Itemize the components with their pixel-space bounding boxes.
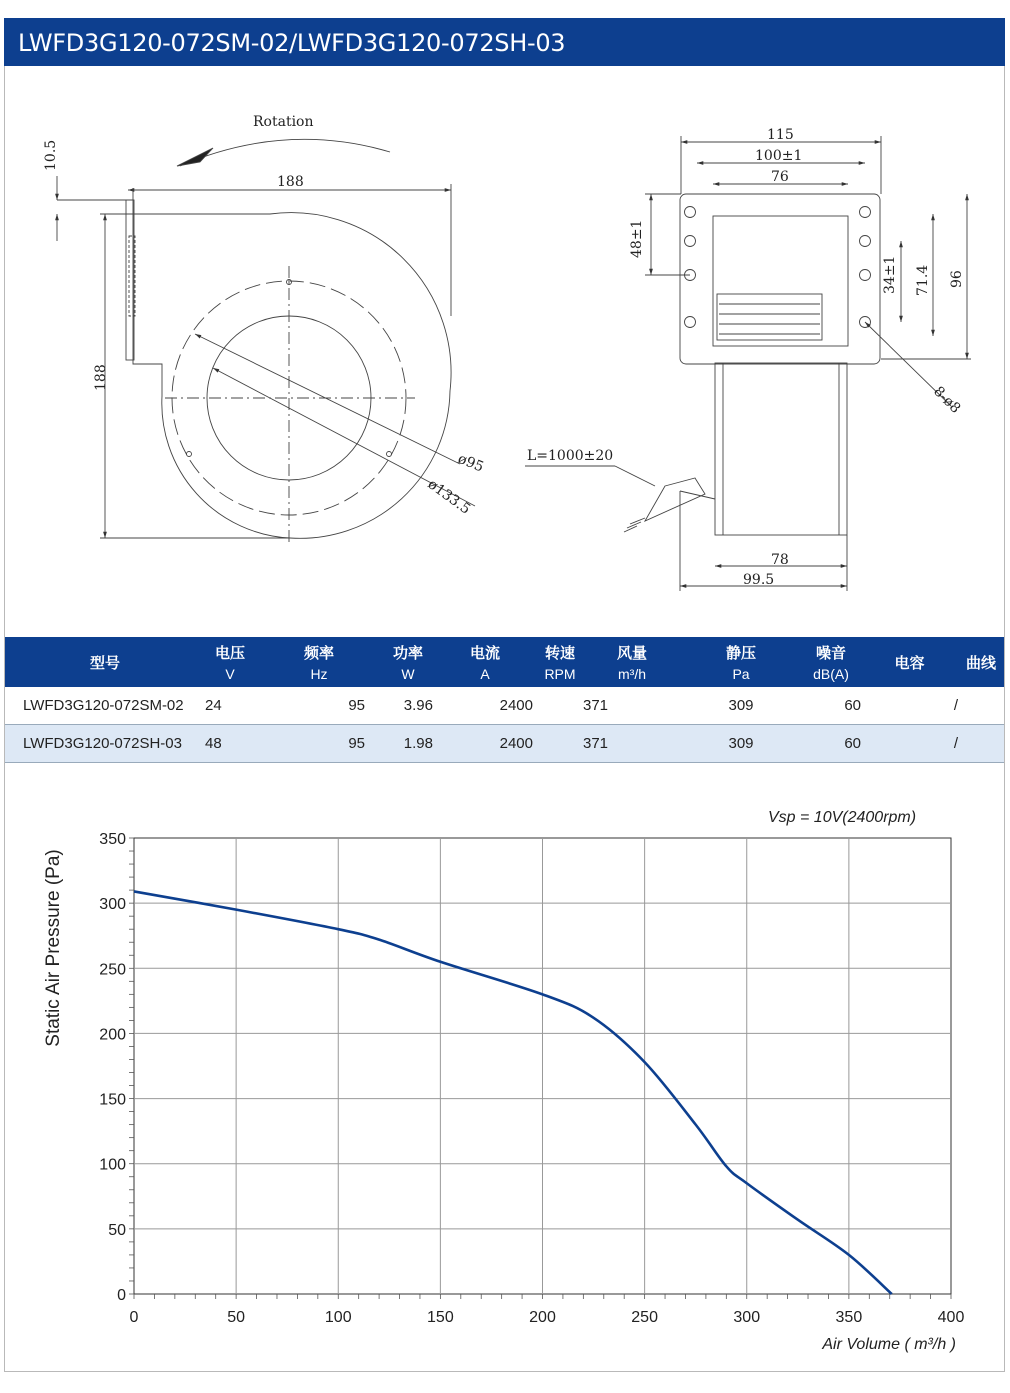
chart-annotation: Vsp = 10V(2400rpm) [768,809,917,826]
header-current: 电流 A [433,637,537,687]
dim-48: 48±1 [629,219,645,258]
header-noise: 噪音 dB(A) [801,637,861,687]
y-axis-label: Static Air Pressure (Pa) [43,849,64,1047]
header-frequency: 频率 Hz [255,637,383,687]
y-tick-label: 250 [99,961,126,979]
cell-model: LWFD3G120-072SM-02 [5,687,205,725]
dim-78: 78 [771,552,789,568]
page-title: LWFD3G120-072SM-02/LWFD3G120-072SH-03 [18,29,566,57]
cell-voltage: 48 [205,725,255,763]
dim-99-5: 99.5 [743,572,775,588]
x-tick-label: 250 [631,1309,658,1326]
cell-speed [537,725,583,763]
cell-voltage: 24 [205,687,255,725]
y-tick-label: 350 [99,831,126,848]
x-tick-label: 0 [129,1309,139,1326]
header-pressure: 静压 Pa [681,637,801,687]
y-tick-label: 300 [99,896,126,914]
x-tick-label: 100 [324,1309,352,1326]
dim-10-5: 10.5 [43,139,59,171]
cell-current: 2400 [433,725,537,763]
table-row [5,687,1004,725]
cell-power: 3.96 [383,687,433,725]
x-tick-label: 300 [733,1309,761,1326]
cell-pressure: 309 [681,687,801,725]
x-tick-label: 150 [427,1309,454,1326]
cell-speed [537,687,583,725]
y-tick-label: 50 [108,1221,126,1239]
cell-airflow: 371 [583,687,681,725]
dim-188-top: 188 [277,174,304,190]
rotation-label: Rotation [253,114,314,130]
title-bar [4,18,1005,66]
technical-drawing [5,66,1004,636]
x-tick-label: 350 [835,1309,863,1326]
cell-model: LWFD3G120-072SH-03 [5,725,205,763]
cell-frequency: 95 [255,687,383,725]
cell-capacitor: / [861,687,958,725]
header-capacitor: 电容 [861,637,958,687]
cell-frequency: 95 [255,725,383,763]
dim-34: 34±1 [882,255,898,294]
cell-noise: 60 [801,687,861,725]
y-tick-label: 200 [99,1026,126,1044]
x-tick-label: 400 [937,1309,965,1326]
x-tick-label: 50 [227,1309,246,1326]
header-curve: 曲线 [958,637,1004,687]
cell-current: 2400 [433,687,537,725]
dim-71-4: 71.4 [915,264,931,296]
chart-ticks [99,831,964,1326]
dim-115: 115 [767,127,794,143]
header-airflow: 风量 m³/h [583,637,681,687]
y-tick-label: 0 [117,1287,126,1304]
x-tick-label: 200 [529,1309,556,1326]
spec-table [5,637,1004,763]
cell-curve [958,687,1004,725]
table-row [5,725,1004,763]
dim-cable: L=1000±20 [527,448,614,464]
spec-header-row [5,637,1004,687]
dim-133-5: ø133.5 [424,476,474,518]
header-voltage: 电压 V [205,637,255,687]
dim-76: 76 [771,169,789,185]
y-tick-label: 100 [99,1156,126,1174]
header-model: 型号 [5,637,205,687]
housing-front-view [57,139,475,546]
cell-power: 1.98 [383,725,433,763]
x-axis-label: Air Volume ( m³/h ) [822,1336,956,1353]
dim-100: 100±1 [755,148,803,164]
cell-noise: 60 [801,725,861,763]
cell-curve [958,725,1004,763]
cell-airflow: 371 [583,725,681,763]
cell-capacitor: / [861,725,958,763]
chart-grid [134,838,951,1294]
dim-95: ø95 [455,450,486,476]
housing-side-view [525,136,971,591]
dim-holes: 8-ø8 [930,383,964,417]
header-power: 功率 W [383,637,433,687]
header-speed: 转速 RPM [537,637,583,687]
dim-188-side: 188 [93,364,109,391]
cell-pressure: 309 [681,725,801,763]
dim-96: 96 [949,270,965,288]
pressure-curve-line [134,891,892,1294]
y-tick-label: 150 [99,1091,126,1109]
performance-chart [5,770,1004,1370]
